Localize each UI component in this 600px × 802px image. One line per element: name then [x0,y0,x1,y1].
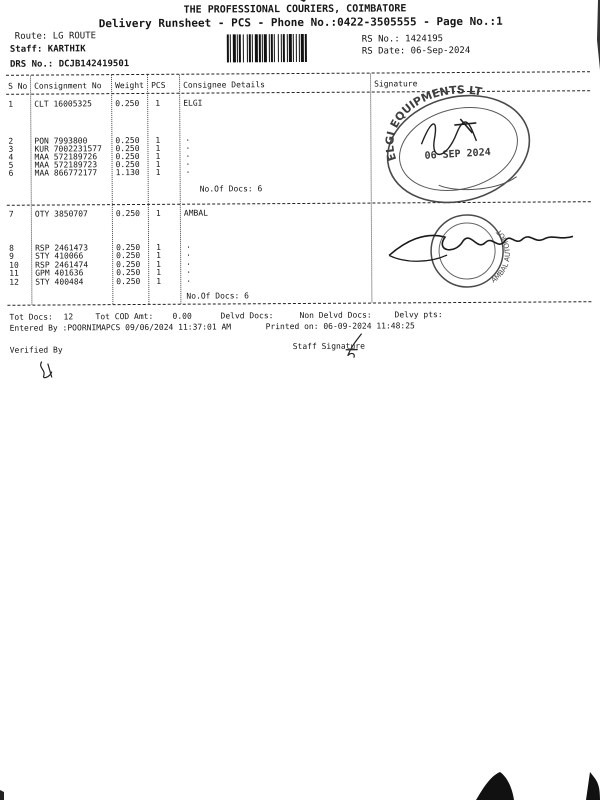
printed-on: Printed on: 06-09-2024 11:48:25 [265,321,415,332]
row-weight: 0.250 [115,159,140,170]
col-header-consignment: Consignment No [34,81,102,91]
row-detail: . [186,248,191,258]
row-weight: 1.130 [115,167,140,178]
row-weight: 0.250 [115,135,140,146]
entered-by: Entered By :POORNIMAPCS 09/06/2024 11:37:01 AM [9,322,232,333]
delvy-pts-label: Delvy pts: [394,310,443,320]
row-consignment: GPM 401636 [35,268,84,278]
row-consignment: MAA 572189723 [34,160,98,170]
row-detail: . [185,133,191,143]
ambal-stamp-text: AMBAL AUTOMOT [489,227,512,285]
row-sno: 3 [8,144,14,154]
rs-date: RS Date: 06-Sep-2024 [361,45,471,57]
row-pcs: 1 [155,143,161,153]
non-delvd-docs-label: Non Delvd Docs: [299,310,372,321]
verified-by-label: Verified By [9,345,63,355]
row-detail: . [186,240,191,250]
row-consignment: STY 410066 [35,251,84,261]
row-pcs: 1 [156,259,162,269]
tot-cod-label: Tot COD Amt: [95,311,154,322]
row-sno: 10 [9,260,19,270]
staff-signature-label: Staff Signature [292,341,365,352]
row-pcs: 1 [155,159,161,169]
tot-cod-value: 0.00 [172,311,192,321]
row-sno: 5 [8,160,14,170]
company-name: THE PROFESSIONAL COURIERS, COIMBATORE [183,3,407,16]
row-sno: 7 [8,209,14,219]
row-consignment: PON 7993800 [34,136,88,146]
elgi-stamp-date: 06 SEP 2024 [424,147,492,162]
row-weight: 0.250 [116,267,141,278]
row-weight: 0.250 [115,208,140,219]
row-detail: . [186,257,192,267]
row-pcs: 1 [155,151,161,161]
delvd-docs-label: Delvd Docs: [220,311,274,321]
drs-number: DRS No.: DCJB142419501 [9,59,130,70]
row-weight: 0.250 [116,259,141,270]
row-consignment: MAA 866772177 [34,168,98,178]
row-detail: . [185,149,191,159]
row-sno: 12 [9,277,19,287]
col-header-signature: Signature [374,79,418,89]
col-header-pcs: PCS [151,80,166,90]
row-sno: 2 [8,136,14,146]
docs-count: No.Of Docs: 6 [199,184,263,194]
row-sno: 1 [8,99,14,109]
row-consignment: KUR 7002231577 [34,144,102,154]
row-sno: 4 [8,152,14,162]
row-consignment: RSP 2461473 [35,243,89,253]
row-weight: 0.250 [116,250,141,261]
route-label: Route: LG ROUTE [14,31,97,42]
runsheet-title: Delivery Runsheet - PCS - Phone No.:0422-3505555 - Page No.:1 [98,14,503,31]
row-sno: 6 [8,168,14,178]
staff-label: Staff: KARTHIK [9,44,86,55]
row-weight: 0.250 [115,143,140,154]
col-header-sno: S No [8,81,28,91]
row-consignment: STY 400484 [35,277,84,287]
row-detail: . [185,165,191,175]
row-consignment: MAA 572189726 [34,152,98,162]
row-pcs: 1 [155,208,161,218]
row-weight: 0.250 [116,276,141,287]
row-weight: 0.250 [115,98,140,109]
row-pcs: 1 [156,276,162,286]
row-pcs: 1 [156,242,161,252]
col-header-consignee: Consignee Details [183,80,265,90]
row-pcs: 1 [156,267,162,277]
row-pcs: 1 [155,167,161,177]
row-weight: 0.250 [116,242,141,253]
row-detail: . [185,157,191,167]
rs-number: RS No.: 1424195 [361,34,444,45]
elgi-stamp-text: ELGI EQUIPMENTS LT [383,83,484,163]
row-consignment: CLT 16005325 [34,99,93,109]
row-sno: 9 [9,251,14,261]
row-consignment: OTY 3850707 [34,209,88,219]
row-pcs: 1 [155,98,161,108]
row-sno: 11 [9,268,19,278]
consignee-name: ELGI [183,98,203,108]
col-header-weight: Weight [115,80,145,91]
row-pcs: 1 [156,250,161,260]
row-detail: . [185,141,191,151]
docs-count: No.Of Docs: 6 [186,291,250,301]
row-consignment: RSP 2461474 [35,260,89,270]
row-pcs: 1 [155,135,161,145]
row-weight: 0.250 [115,151,140,162]
tot-docs-label: Tot Docs: [9,312,53,322]
consignee-name: AMBAL [183,208,208,218]
row-detail: . [186,274,192,284]
row-sno: 8 [9,243,14,253]
tot-docs-value: 12 [63,312,74,322]
row-detail: . [186,265,192,275]
